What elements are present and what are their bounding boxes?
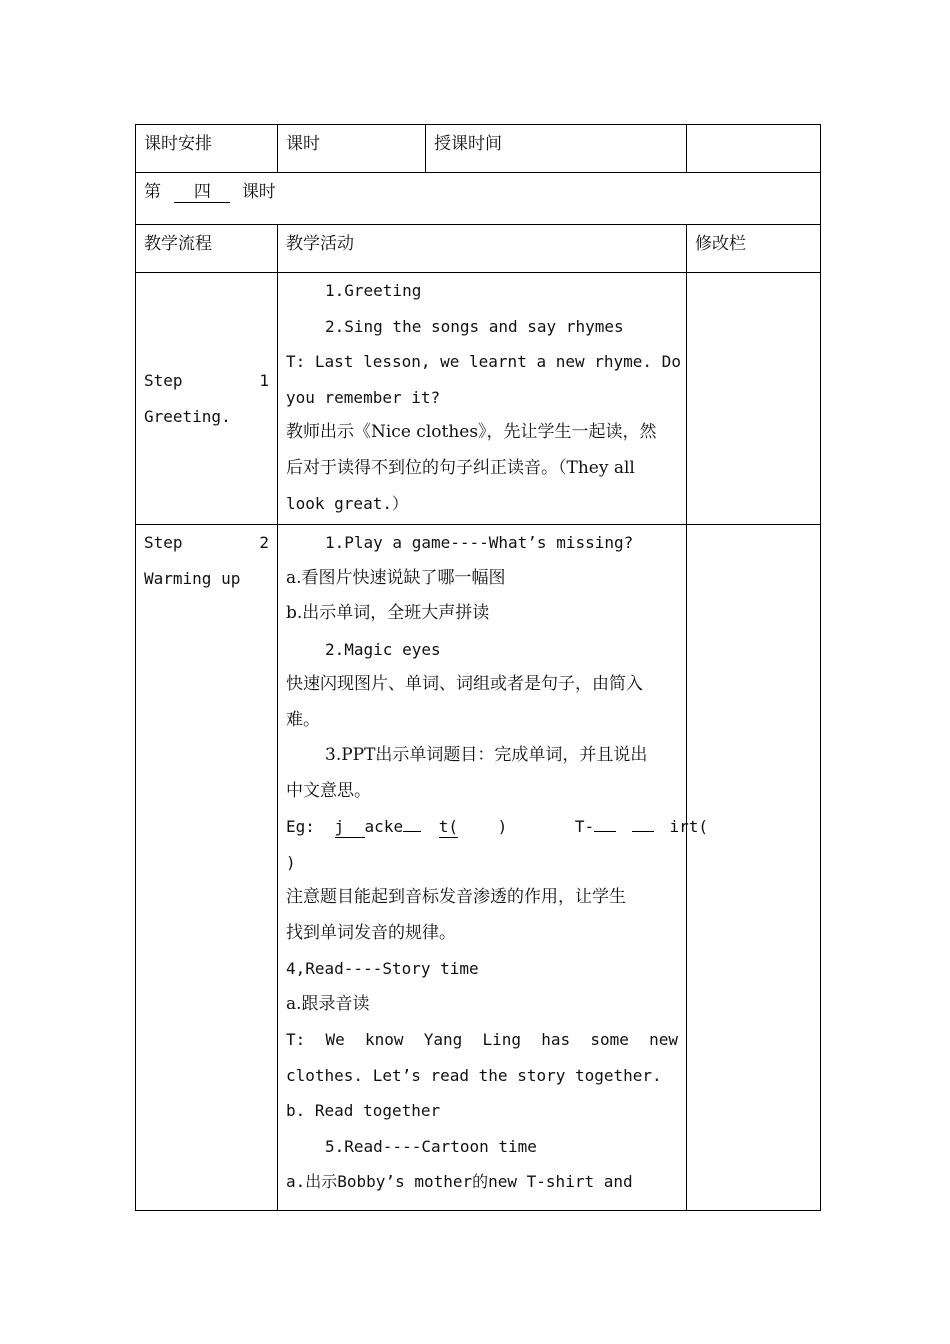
revisions-header-cell <box>687 225 821 273</box>
step2-line-5: 快速闪现图片、单词、词组或者是句子，由简入 <box>286 674 643 694</box>
step2-row <box>136 525 821 1211</box>
step2-line-6: 难。 <box>286 709 320 730</box>
step2-line-7: 3.PPT出示单词题目：完成单词，并且说出 <box>325 745 648 765</box>
l15-word: T: <box>286 1030 306 1049</box>
eg-irt: irt( <box>669 817 708 836</box>
l15-word: has <box>541 1030 571 1049</box>
lesson-number-cell <box>136 173 821 225</box>
lesson-label: 课时 <box>286 134 320 154</box>
step1-line-1: 1.Greeting <box>325 281 422 300</box>
schedule-row <box>136 125 821 173</box>
step2-line-14: a.跟录音读 <box>286 993 370 1014</box>
step1-line-2: 2.Sing the songs and say rhymes <box>325 316 624 336</box>
l15-word: new <box>649 1030 678 1049</box>
step2-line-15 <box>286 1022 678 1058</box>
step2-line-2: a.看图片快速说缺了哪一幅图 <box>286 567 506 588</box>
eg-close: ) <box>497 817 508 836</box>
time-label-cell <box>426 125 687 173</box>
step2-activities-cell <box>278 525 708 1211</box>
lesson-number-row <box>136 173 821 225</box>
eg-prefix: Eg: <box>286 817 315 836</box>
step2-line-4: 2.Magic eyes <box>325 639 441 659</box>
lesson-suffix: 课时 <box>241 182 276 202</box>
time-label: 授课时间 <box>434 134 502 154</box>
eg-blank-1 <box>403 811 421 832</box>
eg-acke: acke <box>364 817 404 836</box>
step2-line-17: b. Read together <box>286 1101 441 1120</box>
step2-line-1: 1.Play a game----What’s missing? <box>325 533 634 552</box>
step1-row <box>136 273 821 525</box>
lesson-plan-table <box>135 124 821 1211</box>
lesson-number-line <box>136 173 820 206</box>
l15-word: Yang <box>423 1030 463 1049</box>
eg-T: T- <box>574 817 595 836</box>
step2-line-13: 4,Read----Story time <box>286 959 479 978</box>
step2-label <box>144 525 269 561</box>
revisions-header: 修改栏 <box>695 234 746 254</box>
step1-flow <box>136 363 277 434</box>
step2-line-10: ) <box>286 852 296 872</box>
step2-line-12: 找到单词发音的规律。 <box>286 922 456 943</box>
schedule-label-cell <box>136 125 278 173</box>
step1-line-6: 后对于读得不到位的句子纠正读音。（They all <box>286 457 635 478</box>
step2-line-19: a.出示Bobby’s mother的new T-shirt and <box>286 1172 633 1191</box>
step2-activities <box>278 525 708 1200</box>
step2-line-3: b.出示单词，全班大声拼读 <box>286 603 490 623</box>
flow-header: 教学流程 <box>144 234 212 254</box>
step1-activities <box>278 273 686 522</box>
step2-eg-line <box>286 809 708 845</box>
time-value-cell <box>687 125 821 173</box>
step2-title: Warming up <box>144 568 241 588</box>
step2-flow <box>136 525 277 596</box>
eg-blank-2 <box>594 811 616 832</box>
step2-line-11: 注意题目能起到音标发音渗透的作用，让学生 <box>286 887 626 907</box>
step2-revisions-cell <box>687 525 821 1211</box>
l15-word: know <box>364 1030 404 1049</box>
lesson-number: 四 <box>174 182 230 203</box>
step1-line-7: look great.） <box>286 494 408 513</box>
step2-line-8: 中文意思。 <box>286 780 371 801</box>
step2-word: Step <box>144 533 183 552</box>
step1-flow-cell <box>136 273 278 525</box>
l15-word: We <box>325 1030 345 1049</box>
flow-header-cell <box>136 225 278 273</box>
l15-word: Ling <box>482 1030 521 1049</box>
step2-line-18: 5.Read----Cartoon time <box>325 1136 537 1156</box>
schedule-label: 课时安排 <box>144 134 212 154</box>
step1-label <box>144 363 269 399</box>
eg-blank-3 <box>632 811 654 832</box>
time-value <box>687 125 820 131</box>
step1-line-4: you remember it? <box>286 387 441 407</box>
step1-line-3: T: Last lesson, we learnt a new rhyme. Do <box>286 352 681 371</box>
eg-t: t( <box>438 817 458 836</box>
step1-activities-cell <box>278 273 687 525</box>
eg-j: j <box>335 817 365 838</box>
step2-num: 2 <box>259 533 269 552</box>
activities-header-cell <box>278 225 687 273</box>
step1-line-5: 教师出示《Nice clothes》，先让学生一起读，然 <box>286 422 657 442</box>
step2-line-16: clothes. Let’s read the story together. <box>286 1065 662 1085</box>
step1-revisions-cell <box>687 273 821 525</box>
step1-word: Step <box>144 371 183 390</box>
column-header-row <box>136 225 821 273</box>
step1-title: Greeting. <box>144 406 231 426</box>
l15-word: some <box>590 1030 629 1049</box>
lesson-label-cell <box>278 125 426 173</box>
lesson-prefix: 第 <box>144 182 161 202</box>
activities-header: 教学活动 <box>286 234 354 254</box>
step1-num: 1 <box>259 371 269 390</box>
step2-flow-cell <box>136 525 278 1211</box>
